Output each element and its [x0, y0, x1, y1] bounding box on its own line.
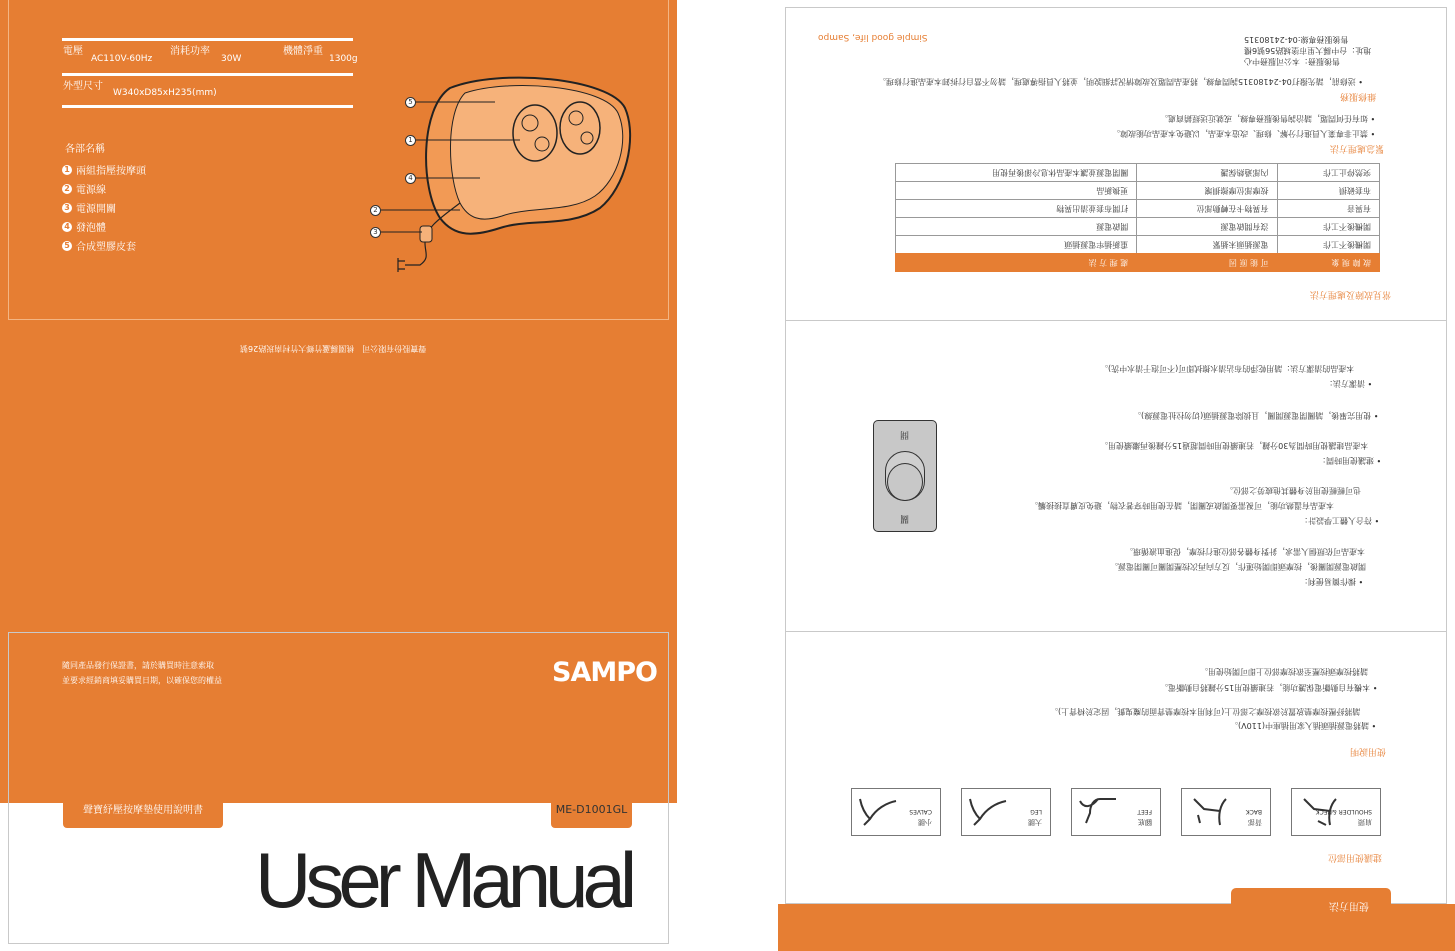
usage-line-6: 也可輕輕使用於身體其他疲勞之部位。	[1225, 486, 1361, 495]
table-row	[896, 236, 1380, 254]
voltage-value: AC110V-60Hz	[91, 54, 153, 64]
caution-line-2: • 禁止非專業人員進行分解、修理、改造本產品，以避免本產品功能故障。	[1112, 129, 1376, 138]
repair-note: • 送修前，請先撥打04-24180315詢問專線，將產品問題及故障情況詳細說明，並將人員指導處理，請勿不當自行拆卸本產品進行修理。	[878, 77, 1364, 86]
usage-line-4: 本產品建議使用時間為30分鐘，若連續使用時間超過15分鐘後再繼續使用。	[1100, 441, 1369, 450]
part-item-1: 1 兩組指壓按摩頭	[62, 162, 146, 177]
service-line-2: 地址：台中縣大里市塗城路56號6樓	[1244, 46, 1372, 55]
part-item-4: 4 發泡體	[62, 219, 106, 234]
power-value: 30W	[221, 54, 242, 64]
feet-pictogram-icon	[1076, 795, 1120, 829]
table-cell: 布套破損	[1277, 182, 1379, 200]
usage-line-2: • 清潔方法：	[1325, 379, 1373, 388]
table-cell: 關閉電源並讓本產品休息冷卻後再使用	[896, 164, 1137, 182]
massager-illustration	[380, 68, 640, 288]
table-cell: 突然停止工作	[1277, 164, 1379, 182]
table-row	[896, 182, 1380, 200]
usage-line-5: • 建議使用時間：	[1318, 456, 1382, 465]
company-address: 聲寶股份有限公司 桃園縣蘆竹鄉大竹村南崁路26號	[240, 344, 427, 353]
right-divider-1	[785, 320, 1447, 321]
troubleshooting-table	[895, 163, 1380, 272]
table-cell: 按摩部位摩擦損壞	[1137, 182, 1277, 200]
spec-rule-1	[62, 38, 353, 41]
callout-3: 3	[370, 227, 381, 238]
model-tab	[551, 797, 632, 828]
table-cell: 內部過熱保護	[1137, 164, 1277, 182]
usage-line-3: • 使用完畢後，請關閉電源開關，且拔除電源插頭(切勿拉扯電源線)。	[1133, 411, 1379, 420]
instr-line-4: • 請將電源插頭插入家用插座中(110V)。	[1230, 721, 1377, 730]
table-cell: 可 能 原 因	[1137, 254, 1277, 272]
table-cell: 打開布套並清出異物	[896, 200, 1137, 218]
table-cell: 有異音	[1277, 200, 1379, 218]
slogan: Simple good life, Sampo	[818, 32, 928, 42]
size-label: 外型尺寸	[63, 81, 103, 92]
table-row	[896, 218, 1380, 236]
callout-5: 5	[405, 97, 416, 108]
weight-label: 機體淨重	[283, 46, 323, 57]
usage-tab-label: 使用方法	[1329, 900, 1369, 911]
instr-heading: 使用說明	[1350, 746, 1387, 756]
voltage-label: 電壓	[63, 46, 83, 57]
position-leg: 大腿 LEG	[961, 788, 1051, 836]
service-line-3: 售後服務專線:04-24180315	[1244, 35, 1349, 44]
usage-line-7: 本產品有溫熱功能，可視需要開啟或關閉，請在使用時穿著衣物，避免皮膚直接接觸。	[1030, 501, 1334, 510]
position-calves: 小腿 CALVES	[851, 788, 941, 836]
leg-pictogram-icon	[856, 795, 900, 829]
shoulder-pictogram-icon	[1296, 795, 1340, 829]
positions-heading: 建議使用部位	[1328, 852, 1383, 862]
back-pictogram-icon	[1186, 795, 1230, 829]
table-cell: 有異物卡在轉動部位	[1137, 200, 1277, 218]
spec-rule-2	[62, 73, 353, 76]
table-cell: 處 理 方 法	[896, 254, 1137, 272]
position-feet: 腳底 FEET	[1071, 788, 1161, 836]
usage-tab	[1231, 888, 1391, 922]
size-value: W340xD85xH235(mm)	[113, 88, 217, 98]
callout-4: 4	[405, 173, 416, 184]
table-cell: 開機後不工作	[1277, 236, 1379, 254]
part-item-2: 2 電源線	[62, 181, 106, 196]
usage-line-11: • 操作簡易便利：	[1300, 577, 1364, 586]
parts-heading: 各部名稱	[65, 144, 105, 155]
table-row	[896, 200, 1380, 218]
instr-line-3: 請將紓壓按摩墊放置於欲按摩之部位上(可利用本按摩墊背面的魔鬼氈，固定於椅背上)。	[1050, 707, 1361, 716]
table-cell: 更換新品	[896, 182, 1137, 200]
position-back: 背部 BACK	[1181, 788, 1271, 836]
callout-1: 1	[405, 135, 416, 146]
table-cell: 開機後不工作	[1277, 218, 1379, 236]
warranty-line-2: 並要求經銷商填妥購買日期，以確保您的權益	[62, 676, 222, 685]
usage-line-1: 本產品的清潔方法：請用乾淨的布沾清水擦拭即可(不可泡于清水中洗)。	[1100, 364, 1355, 373]
leg-pictogram-icon	[966, 795, 1010, 829]
caution-line-1: • 如有任何問題，請洽詢售後服務專線，或就近送經銷商處。	[1160, 114, 1376, 123]
repair-heading: 維修服務	[1340, 91, 1377, 101]
table-cell: 沒有開啟電源	[1137, 218, 1277, 236]
sampo-logo: SAMPO	[552, 657, 657, 688]
instr-line-1: 請將按摩頭按壓至欲按摩部位上即可開始使用。	[1200, 667, 1368, 676]
table-cell: 故 障 現 象	[1277, 254, 1379, 272]
table-cell: 開啟電源	[896, 218, 1137, 236]
part-item-3: 3 電源開關	[62, 200, 116, 215]
table-row	[896, 164, 1380, 182]
switch-on-label: 開	[900, 429, 910, 439]
usage-line-8: • 符合人體工學設計：	[1300, 516, 1380, 525]
table-heading: 常見故障及處理方法	[1310, 289, 1392, 299]
caution-heading: 緊急處理方法	[1330, 143, 1385, 153]
instr-line-2: • 本機有自動斷電保護功能，若連續使用15分鐘將自動斷電。	[1160, 683, 1378, 692]
right-divider-2	[785, 631, 1447, 632]
table-cell: 重新插牢電源插頭	[896, 236, 1137, 254]
cover-title: User Manual	[255, 836, 632, 924]
part-item-5: 5 合成塑膠皮套	[62, 238, 136, 253]
table-cell: 電源插頭未插緊	[1137, 236, 1277, 254]
usage-line-9: 本產品可依照個人需求，針對身體各部位進行按摩，促進血液循環。	[1125, 547, 1365, 556]
switch-off-label: 關	[900, 513, 910, 523]
warranty-line-1: 隨同產品發行保證書，請於購買時注意索取	[62, 661, 214, 670]
switch-knob-inner	[887, 463, 923, 501]
service-line-1: 售後服務：本公司服務中心	[1244, 57, 1340, 66]
power-label: 消耗功率	[170, 46, 210, 57]
table-header-row	[896, 254, 1380, 272]
position-shoulder-neck: 肩頸 SHOULDER &NECK	[1291, 788, 1381, 836]
weight-value: 1300g	[329, 54, 358, 64]
spec-rule-3	[62, 105, 353, 108]
callout-2: 2	[370, 205, 381, 216]
product-title-tab: 聲寶紓壓按摩墊使用說明書	[63, 797, 223, 828]
switch-illustration	[873, 420, 937, 532]
model-number: ME-D1001GL	[555, 803, 628, 816]
usage-line-10: 開啟電源開關後，按摩頭即開始運作，反方向再次按壓開關可關閉電源。	[1110, 562, 1366, 571]
